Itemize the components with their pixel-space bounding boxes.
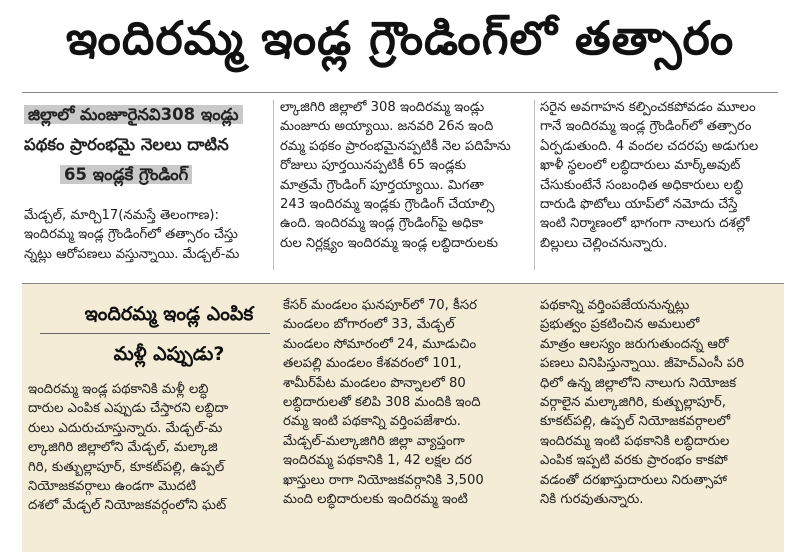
text-line: ధిలో ఉన్న జిల్లాలోని నాలుగు నియోజక: [540, 375, 737, 391]
text-line: మంజూరు అయ్యాయి. జనవరి 26న ఇంది: [280, 119, 494, 135]
text-line: వడంతో దరఖాస్తుదారులు నిరుత్సాహా: [540, 472, 727, 488]
article-column-3: [540, 98, 784, 253]
text-line: ఖాస్తులు రాగా నియోజకవర్గానికి 3,500: [283, 472, 484, 488]
text-line: ఎంపిక ఇప్పటి వరకు ప్రారంభం కాకపో: [540, 453, 728, 469]
text-line: గిరి, కుత్బుల్లాపూర్, కూకట్‌పల్లి, ఉప్పల్: [28, 459, 225, 475]
column-divider: [534, 100, 535, 270]
text-line: సరైన అవగాహన కల్పించకపోవడం మూలం: [540, 100, 756, 115]
text-line: కేసర్ మండలం ఘనపూర్‌లో 70, కీసర: [283, 298, 477, 313]
text-line: రమ్మ ఇంటి పథకాన్ని వర్తింపజేశారు.: [283, 414, 461, 430]
text-line: రుల నిర్లక్ష్యం ఇందిరమ్మ ఇండ్ల లబ్ధిదారులకు: [280, 235, 498, 251]
text-line: కూకట్‌పల్లి, ఉప్పల్ నియోజకవర్గాలలో: [540, 414, 731, 430]
text-line: ఖాళీ స్థలంలో లబ్ధిదారులు మార్క్‌అవుట్: [540, 158, 741, 174]
text-line: తలపల్లి మండలం కేశవరంలో 101,: [283, 356, 462, 372]
box-column-2: [283, 296, 527, 509]
text-line: మాత్రం ఆలస్యం జరుగుతుందన్న ఆరో: [540, 336, 729, 352]
subheadline-line: జిల్లాలో మంజూరైనవి308 ఇండ్లు: [24, 100, 264, 130]
text-line: మండలం బోగారంలో 33, మేడ్చల్: [283, 317, 455, 333]
text-line: నియోజకవర్గాలు ఉండగా మొదటి: [28, 479, 197, 495]
text-line: ఇందిరమ్మ ఇండ్ల గ్రౌండింగ్‌లో తత్సారం చేస్తు: [24, 227, 238, 243]
text-line: ల్కాజిగిరి జిల్లాలో 308 ఇందిరమ్మ ఇండ్లు: [280, 100, 485, 115]
subheadline-line: 65 ఇండ్లకే గ్రౌండింగ్: [24, 160, 264, 190]
text-line: నికి గురవుతున్నారు.: [540, 492, 644, 508]
text-line: ఉంది. ఇందిరమ్మ ఇండ్ల గ్రౌండింగ్‌పై అధికా: [280, 216, 484, 232]
text-line: ఇంటి నిర్మాణంలో భాగంగా నాలుగు దశల్లో: [540, 216, 750, 232]
text-line: చేసుకుంటేనే సంబంధిత అధికారులు లబ్ధి: [540, 177, 744, 193]
text-line: వర్గాలైన మల్కాజిగిరి, కుత్బుల్లాపూర్,: [540, 395, 726, 411]
headline-rule: [22, 92, 778, 93]
text-line: మేడ్చల్‌-మల్కాజిగిరి జిల్లా వ్యాప్తంగా: [283, 433, 465, 449]
box-column-1: [28, 380, 272, 516]
text-line: రోజులు పూర్తయినప్పటికీ 65 ఇండ్లకు: [280, 158, 467, 174]
text-line: బిల్లులు చెల్లించనున్నారు.: [540, 235, 668, 251]
subheadline: [24, 100, 264, 190]
text-line: ఏర్పడుతుంది. 4 వందల చదరపు అడుగుల: [540, 138, 759, 154]
box-heading-line-2: మళ్లీ ఎప్పుడు?: [113, 343, 225, 365]
article-headline: ఇందిరమ్మ ఇండ్ల గ్రౌండింగ్‌లో తత్సారం: [65, 11, 735, 65]
text-line: ల్కాజిగిరి జిల్లాలోని మేడ్చల్, మల్కాజి: [28, 440, 218, 456]
text-line: పణలు వినిపిస్తున్నాయి. జీహెచ్ఎంసీ పరి: [540, 356, 745, 372]
text-line: మేడ్చల్, మార్చి17(నమస్తే తెలంగాణ):: [24, 208, 219, 223]
text-line: లబ్ధిదారులతో కలిపి 308 మందికి ఇంది: [283, 395, 481, 411]
article-column-2: [280, 98, 528, 253]
text-line: ఇందిరమ్మ ఇండ్ల పథకానికి మళ్లీ లబ్ధి: [28, 382, 209, 397]
text-line: గానే ఇందిరమ్మ ఇండ్ల గ్రౌండింగ్‌లో తత్సారం: [540, 119, 752, 135]
text-line: మంది లబ్ధిదారులకు ఇందిరమ్మ ఇంటి: [283, 492, 468, 508]
text-line: దశలో మేడ్చల్ నియోజకవర్గంలోని ఘట్: [28, 498, 227, 514]
text-line: పథకాన్ని వర్తింపజేయనున్నట్లు: [540, 298, 690, 313]
text-line: ప్రభుత్వం ప్రకటించిన అమలులో: [540, 317, 700, 333]
text-line: మాత్రమే గ్రౌండింగ్ పూర్తయ్యాయి. మిగతా: [280, 177, 484, 193]
text-line: 243 ఇందిరమ్మ ఇండ్లకు గ్రౌండింగ్ చేయాల్సి: [280, 197, 495, 213]
text-line: ఇందిరమ్మ పథకానికి 1, 42 లక్షల దర: [283, 453, 472, 469]
text-line: దారుడి ఫొటోలు యాప్‌లో నమోదు చేస్తే: [540, 197, 738, 213]
text-line: రులు ఎదురుచూస్తున్నారు. మేడ్చల్‌-మ: [28, 420, 223, 436]
text-line: ఇందిరమ్మ ఇంటి పథకానికి లబ్ధిదారుల: [540, 433, 730, 449]
column-divider: [273, 100, 274, 270]
article-column-1: [24, 206, 268, 264]
text-line: రమ్మ పథకం ప్రారంభమైనప్పటికీ నెల పదిహేను: [280, 138, 511, 154]
text-line: న్నట్లు ఆరోపణలు వస్తున్నాయి. మేడ్చల్‌-మ: [24, 246, 240, 262]
box-column-3: [540, 296, 784, 509]
text-line: దారుల ఎంపిక ఎప్పుడు చేస్తారని లబ్ధిదా: [28, 401, 229, 417]
text-line: మండలం సోమారంలో 24, మూడుచిం: [283, 336, 477, 352]
box-heading-line-1: ఇందిరమ్మ ఇండ్ల ఎంపిక: [84, 303, 254, 325]
text-line: శామీర్‌పేట మండలం పొన్నాలలో 80: [283, 375, 466, 391]
subheadline-line: పథకం ప్రారంభమై నెలలు దాటిన: [24, 135, 229, 154]
